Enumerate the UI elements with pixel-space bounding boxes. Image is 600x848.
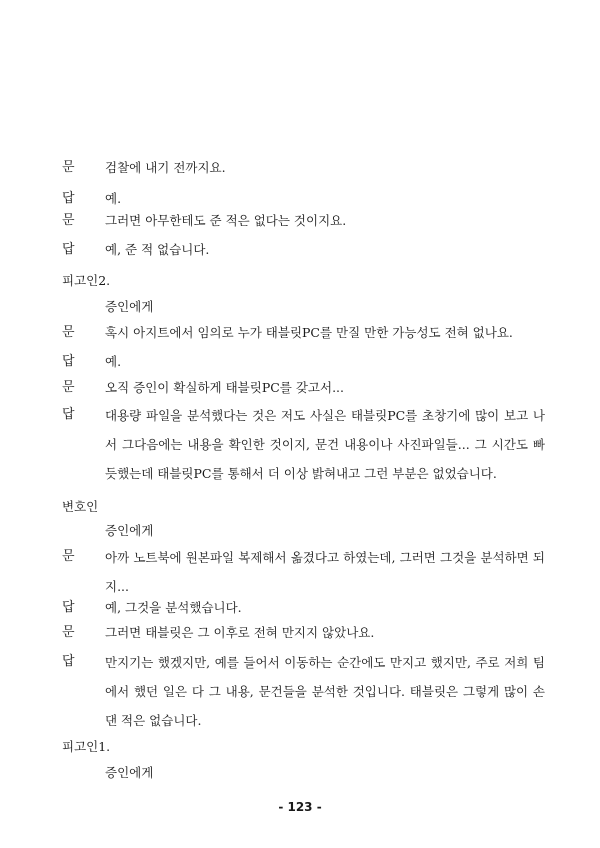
speaker-label: 피고인1. [62,739,111,754]
transcript-text: 예, 준 적 없습니다. [105,242,210,257]
transcript-text: 오직 증인이 확실하게 태블릿PC를 갖고서... [105,380,344,395]
answer-marker: 답 [62,600,75,615]
answer-marker: 답 [62,354,75,369]
question-marker: 문 [62,625,75,640]
answer-marker: 답 [62,242,75,257]
transcript-text: 예, 그것을 분석했습니다. [105,600,242,615]
transcript-text: 혹시 아지트에서 임의로 누가 태블릿PC를 만질 만한 가능성도 전혀 없나요. [105,325,513,340]
speaker-label: 피고인2. [62,273,111,288]
answer-marker: 답 [62,654,75,669]
question-marker: 문 [62,213,75,228]
transcript-text: 아까 노트북에 원본파일 복제해서 옮겼다고 하였는데, 그러면 그것을 분석하면 되지... [105,550,545,594]
speaker-label: 변호인 [62,499,99,514]
addressee-label: 증인에게 [105,523,154,538]
transcript-text: 예. [105,191,122,206]
answer-marker: 답 [62,407,75,422]
answer-marker: 답 [62,191,75,206]
transcript-text: 만지기는 했겠지만, 예를 들어서 이동하는 순간에도 만지고 했지만, 주로 저희 팀에서 했던 일은 다 그 내용, 문건들을 분석한 것입니다. 태블릿은 그렇게 많이 손댄 적은 없습니다. [105,655,545,728]
transcript-text: 대용량 파일을 분석했다는 것은 저도 사실은 태블릿PC를 초창기에 많이 보고 나서 그다음에는 내용을 확인한 것이지, 문건 내용이나 사진파일들... 그 시간도 빠듯했는데 태블릿PC를 통해서 더 이상 밝혀내고 그런 부분은 없었습니다. [105,408,545,481]
question-marker: 문 [62,380,75,395]
page-number: - 123 - [278,800,322,814]
transcript-text: 예. [105,354,122,369]
question-marker: 문 [62,160,75,175]
transcript-text: 그러면 아무한테도 준 적은 없다는 것이지요. [105,213,347,228]
addressee-label: 증인에게 [105,299,154,314]
transcript-text: 그러면 태블릿은 그 이후로 전혀 만지지 않았나요. [105,625,375,640]
question-marker: 문 [62,325,75,340]
transcript-text: 검찰에 내기 전까지요. [105,160,226,175]
addressee-label: 증인에게 [105,765,154,780]
question-marker: 문 [62,549,75,564]
